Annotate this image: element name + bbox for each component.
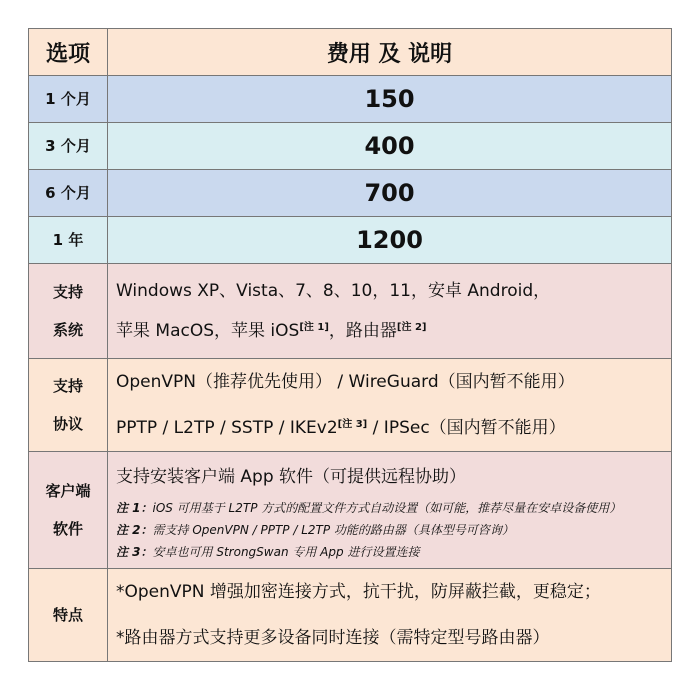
price-value: 400 [108,123,672,170]
client-line1: 支持安装客户端 App 软件（可提供远程协助） [116,467,467,487]
systems-label-line2: 系统 [52,321,83,339]
protocols-label [29,359,108,452]
footnote-1 [116,497,671,519]
features-content [108,569,672,662]
features-row [29,569,672,662]
protocols-label-line1: 支持 [52,377,83,395]
footnote-3 [116,541,671,563]
features-line2: *路由器方式支持更多设备同时连接（需特定型号路由器） [116,628,550,648]
price-label: 3 个月 [29,123,108,170]
client-row [29,452,672,569]
note-ref-2: [注 2] [396,322,427,333]
protocols-line1: OpenVPN（推荐优先使用） / WireGuard（国内暂不能用） [116,372,575,392]
features-line1: *OpenVPN 增强加密连接方式，抗干扰，防屏蔽拦截，更稳定； [116,582,601,602]
protocols-list-text: PPTP / L2TP / SSTP / IKEv2 [116,418,338,438]
systems-router-text: ，路由器 [328,321,397,341]
header-row [29,29,672,76]
price-value: 150 [108,76,672,123]
price-label: 1 年 [29,217,108,264]
footnote-prefix: 注 2： [116,523,153,537]
footnote-prefix: 注 3： [116,545,153,559]
footnote-2 [116,519,671,541]
price-value: 1200 [108,217,672,264]
systems-label [29,264,108,359]
systems-ios-text: 苹果 MacOS，苹果 iOS [116,321,300,341]
systems-content [108,264,672,359]
protocols-row [29,359,672,452]
client-label [29,452,108,569]
systems-line2 [116,311,671,351]
protocols-ipsec-text: / IPSec（国内暂不能用） [367,418,566,438]
price-label: 6 个月 [29,170,108,217]
price-row-3-months [29,123,672,170]
price-row-1-month [29,76,672,123]
protocols-label-line2: 协议 [52,415,83,433]
footnote-text: 需支持 OpenVPN / PPTP / L2TP 功能的路由器（具体型号可咨询） [152,523,514,537]
price-row-6-months [29,170,672,217]
protocols-line2 [116,405,671,451]
note-ref-3: [注 3] [337,419,368,430]
header-fee-description: 费用 及 说明 [108,29,672,76]
price-label: 1 个月 [29,76,108,123]
footnote-text: iOS 可用基于 L2TP 方式的配置文件方式自动设置（如可能，推荐尽量在安卓设备使用） [152,501,622,515]
systems-row [29,264,672,359]
footnote-prefix: 注 1： [116,501,153,515]
client-content [108,452,672,569]
client-label-line1: 客户端 [45,482,91,500]
client-label-line2: 软件 [52,520,83,538]
systems-label-line1: 支持 [52,283,83,301]
pricing-table [28,28,672,662]
header-option: 选项 [29,29,108,76]
note-ref-1: [注 1] [299,322,329,333]
footnote-text: 安卓也可用 StrongSwan 专用 App 进行设置连接 [152,545,420,559]
systems-line1: Windows XP、Vista、7、8、10，11，安卓 Android， [116,281,551,301]
price-row-1-year [29,217,672,264]
price-value: 700 [108,170,672,217]
protocols-content [108,359,672,452]
features-label: 特点 [29,569,108,662]
